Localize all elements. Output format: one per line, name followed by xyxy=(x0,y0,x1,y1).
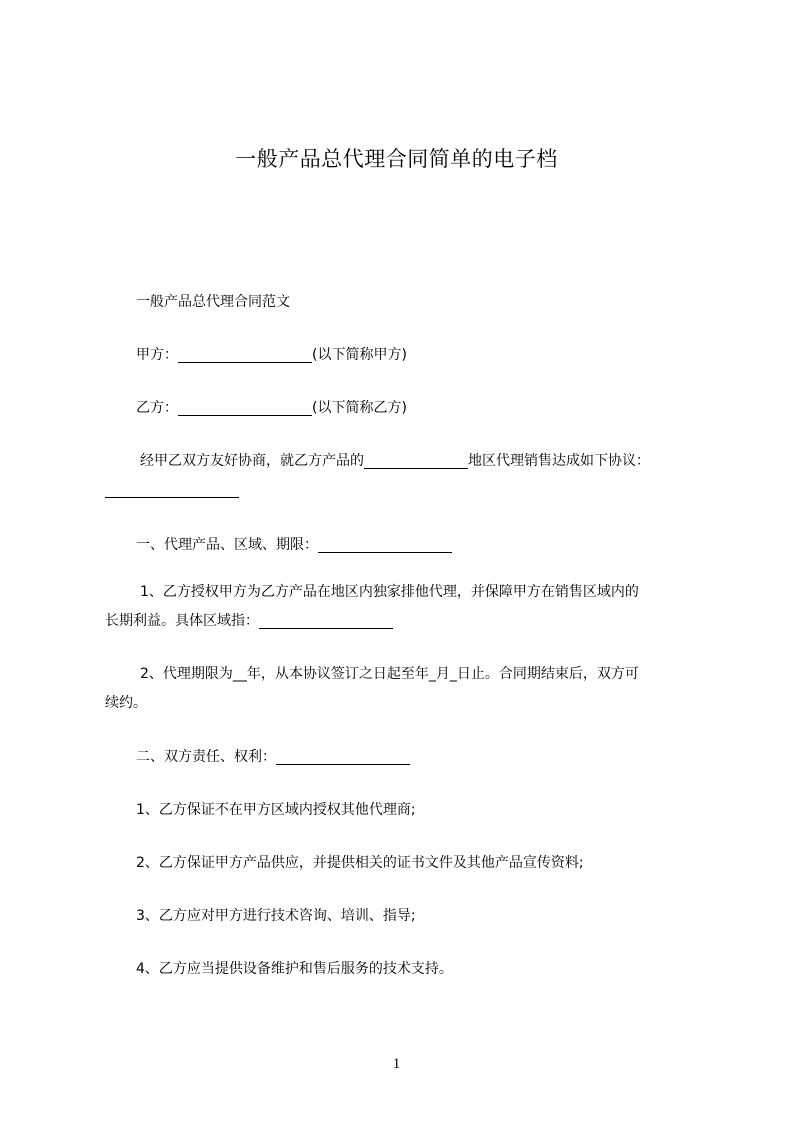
party-b-line xyxy=(136,393,407,423)
section-1-heading-line xyxy=(136,530,452,560)
section-2-item-2: 2、乙方保证甲方产品供应，并提供相关的证书文件及其他产品宣传资料; xyxy=(136,855,584,871)
section-2-blank xyxy=(276,748,410,765)
party-a-blank xyxy=(178,346,312,363)
page-number: 1 xyxy=(392,1056,401,1072)
party-b-note: (以下简称乙方) xyxy=(312,400,407,416)
specific-area-label: 长期利益。具体区域指： xyxy=(105,613,259,629)
intro-line xyxy=(140,446,650,476)
party-b-blank xyxy=(178,399,312,416)
specific-area-blank xyxy=(259,612,393,629)
intro-text-2: 地区代理销售达成如下协议： xyxy=(468,453,650,469)
section-1-item-2-line-1: 2、代理期限为__年，从本协议签订之日起至年_月_日止。合同期结束后，双方可 xyxy=(140,666,639,682)
section-2-item-3: 3、乙方应对甲方进行技术咨询、培训、指导; xyxy=(136,908,416,924)
section-2-heading: 二、双方责任、权利： xyxy=(136,749,276,765)
section-1-blank xyxy=(318,536,452,553)
section-2-heading-line xyxy=(136,742,410,772)
region-blank xyxy=(364,452,468,469)
intro-trailing-blank xyxy=(105,481,239,498)
party-b-label: 乙方： xyxy=(136,400,178,416)
section-1-item-1-line-1: 1、乙方授权甲方为乙方产品在地区内独家排他代理，并保障甲方在销售区域内的 xyxy=(140,584,639,600)
contract-subtitle: 一般产品总代理合同范文 xyxy=(136,294,290,310)
section-2-item-1: 1、乙方保证不在甲方区域内授权其他代理商; xyxy=(136,802,416,818)
section-1-item-1-line-2 xyxy=(105,606,393,636)
intro-continuation xyxy=(105,475,239,505)
section-1-heading: 一、代理产品、区域、期限： xyxy=(136,537,318,553)
section-1-item-2-line-2: 续约。 xyxy=(105,695,147,711)
party-a-line xyxy=(136,340,407,370)
party-a-note: (以下简称甲方) xyxy=(312,347,407,363)
document-title: 一般产品总代理合同简单的电子档 xyxy=(235,147,558,171)
intro-text-1: 经甲乙双方友好协商，就乙方产品的 xyxy=(140,453,364,469)
section-2-item-4: 4、乙方应当提供设备维护和售后服务的技术支持。 xyxy=(136,961,453,977)
party-a-label: 甲方： xyxy=(136,347,178,363)
